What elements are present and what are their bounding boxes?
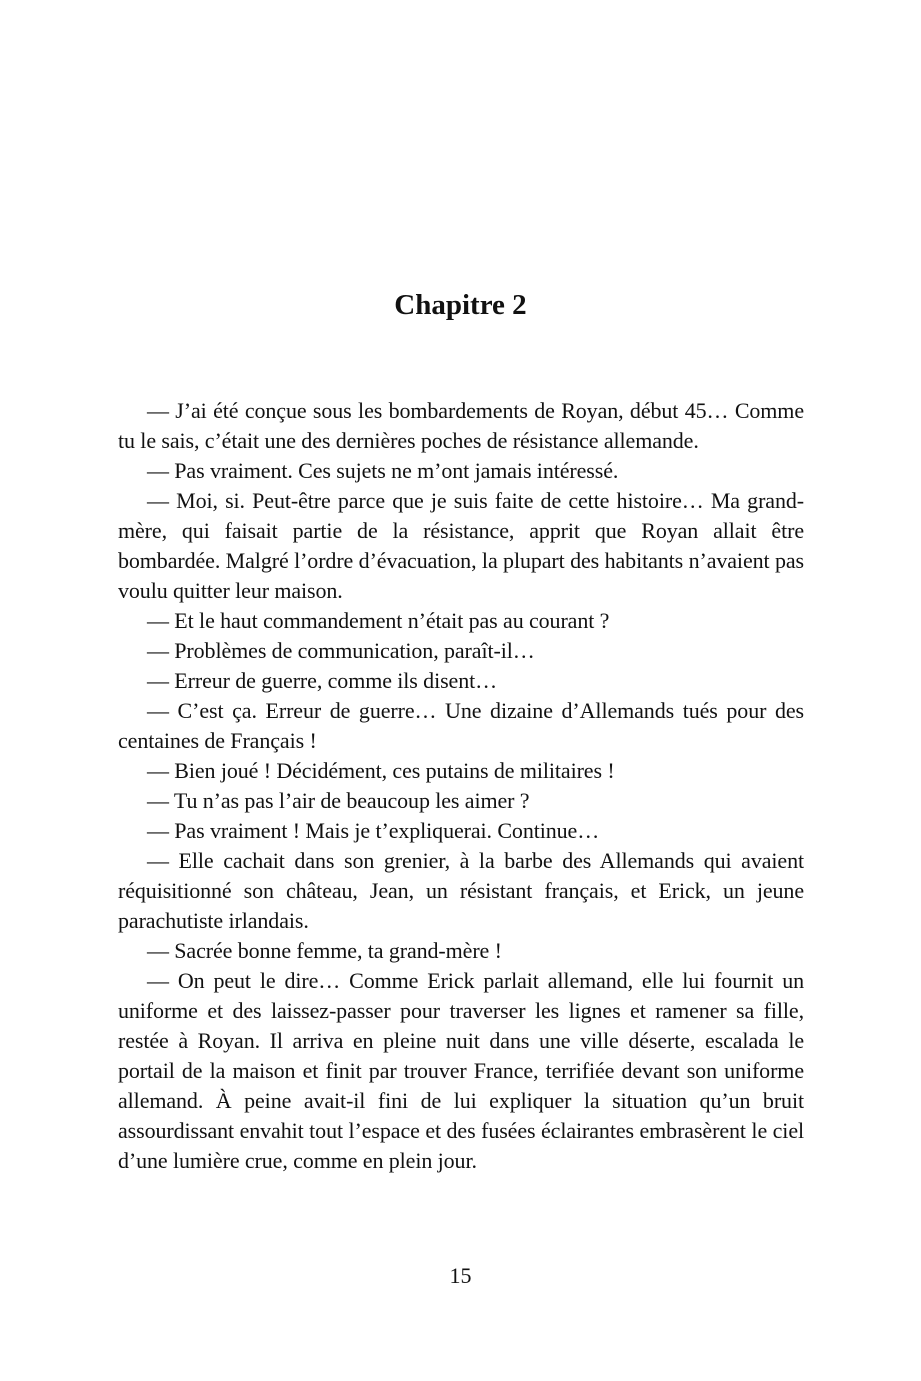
- chapter-body: [118, 396, 804, 1176]
- paragraph: — Tu n’as pas l’air de beaucoup les aimer ?: [147, 788, 530, 813]
- paragraph: — Bien joué ! Décidément, ces putains de militaires !: [147, 758, 615, 783]
- paragraph: — Elle cachait dans son grenier, à la barbe des Allemands qui avaient réquisitionné son château, Jean, un résistant français, et Erick, un jeune parachutiste irlandais.: [118, 848, 804, 933]
- chapter-title: Chapitre 2: [394, 289, 527, 322]
- paragraph: — Sacrée bonne femme, ta grand-mère !: [147, 938, 502, 963]
- paragraph: — Et le haut commandement n’était pas au courant ?: [147, 608, 610, 633]
- paragraph: — Erreur de guerre, comme ils disent…: [147, 668, 498, 693]
- page-number: 15: [449, 1263, 472, 1288]
- paragraph: — Pas vraiment. Ces sujets ne m’ont jamais intéressé.: [147, 458, 619, 483]
- paragraph: — J’ai été conçue sous les bombardements de Royan, début 45… Comme tu le sais, c’était une des dernières poches de résistance allemande.: [118, 398, 804, 453]
- paragraph: — On peut le dire… Comme Erick parlait allemand, elle lui fournit un uniforme et des laissez-passer pour traverser les lignes et ramener sa fille, restée à Royan. Il arriva en pleine nuit dans une ville déserte, escalada le portail de la maison et finit par trouver France, terrifiée devant son uniforme allemand. À peine avait-il fini de lui expliquer la situation qu’un bruit assourdissant envahit tout l’espace et des fusées éclairantes embrasèrent le ciel d’une lumière crue, comme en plein jour.: [118, 968, 804, 1173]
- paragraph: — C’est ça. Erreur de guerre… Une dizaine d’Allemands tués pour des centaines de Français !: [118, 698, 804, 753]
- paragraph: — Problèmes de communication, paraît-il…: [147, 638, 535, 663]
- paragraph: — Pas vraiment ! Mais je t’expliquerai. Continue…: [147, 818, 600, 843]
- paragraph: — Moi, si. Peut-être parce que je suis faite de cette histoire… Ma grand-mère, qui faisait partie de la résistance, apprit que Royan allait être bombardée. Malgré l’ordre d’évacuation, la plupart des habitants n’avaient pas voulu quitter leur maison.: [118, 488, 804, 603]
